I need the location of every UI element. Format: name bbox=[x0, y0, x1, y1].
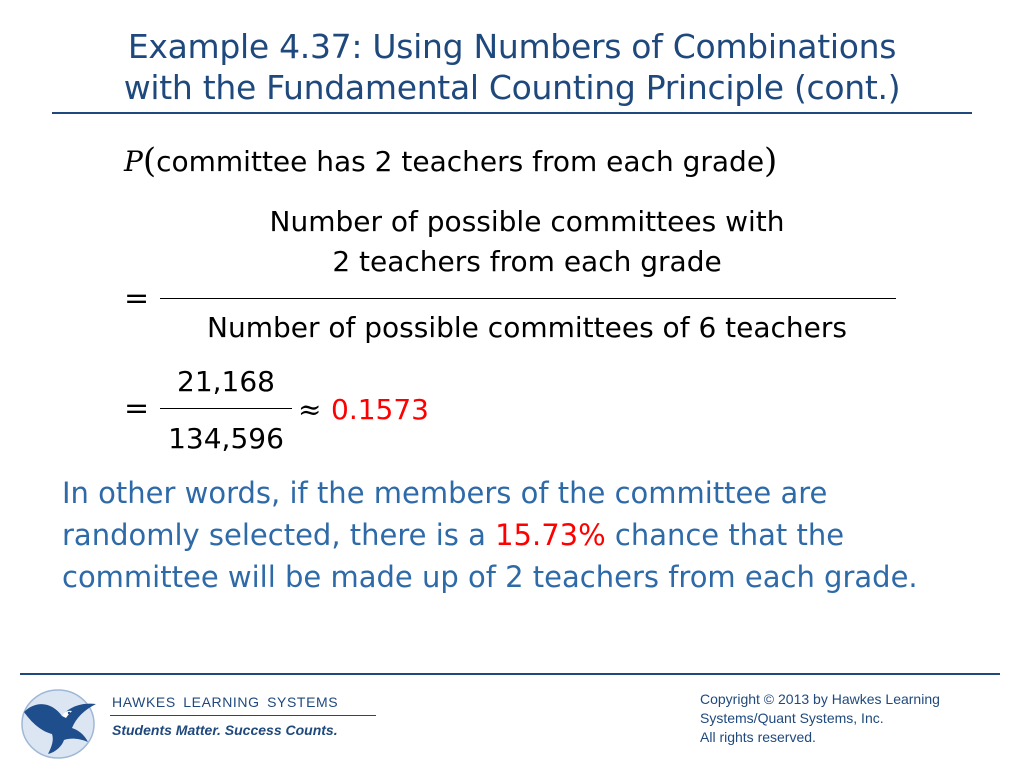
copyright-line3: All rights reserved. bbox=[700, 729, 816, 745]
event-description: committee has 2 teachers from each grade bbox=[156, 145, 765, 178]
explanation-paragraph bbox=[62, 472, 962, 598]
brand-divider bbox=[110, 715, 376, 716]
fraction1-numerator-line1: Number of possible committees with bbox=[269, 205, 785, 238]
close-paren: ) bbox=[764, 141, 778, 181]
slide-title-line1: Example 4.37: Using Numbers of Combinations bbox=[127, 27, 897, 66]
fraction2-bar bbox=[160, 408, 292, 409]
explanation-before: In other words, if the members of the committee are randomly selected, there is a bbox=[62, 476, 828, 552]
fraction1-numerator-line2: 2 teachers from each grade bbox=[332, 245, 722, 278]
probability-expression bbox=[124, 140, 777, 182]
explanation-after: chance that the committee will be made up of 2 teachers from each grade. bbox=[62, 518, 918, 594]
eagle-logo-icon bbox=[18, 682, 102, 762]
explanation-highlight: 15.73% bbox=[495, 518, 606, 552]
fraction1-numerator bbox=[160, 199, 894, 285]
fraction2-denominator: 134,596 bbox=[168, 422, 284, 455]
slide-title bbox=[20, 26, 1004, 108]
approx-sign: ≈ bbox=[298, 393, 322, 426]
equals-sign-2: = bbox=[124, 391, 150, 426]
brand-name: HAWKES LEARNING SYSTEMS bbox=[112, 694, 339, 710]
copyright-line2: Systems/Quant Systems, Inc. bbox=[700, 710, 884, 726]
slide-title-line2: with the Fundamental Counting Principle (cont.) bbox=[123, 68, 901, 107]
copyright-notice bbox=[700, 690, 1010, 747]
result-value: 0.1573 bbox=[331, 393, 429, 426]
open-paren: ( bbox=[142, 141, 157, 181]
fraction2-numerator: 21,168 bbox=[177, 365, 275, 398]
equals-sign-1: = bbox=[124, 281, 150, 316]
probability-symbol: P bbox=[124, 145, 143, 178]
brand-tagline: Students Matter. Success Counts. bbox=[112, 722, 338, 738]
fraction1-denominator: Number of possible committees of 6 teachers bbox=[207, 311, 847, 344]
copyright-line1: Copyright © 2013 by Hawkes Learning bbox=[700, 691, 940, 707]
title-divider bbox=[52, 112, 972, 114]
footer-divider bbox=[20, 673, 1000, 675]
fraction1-bar bbox=[160, 298, 896, 299]
